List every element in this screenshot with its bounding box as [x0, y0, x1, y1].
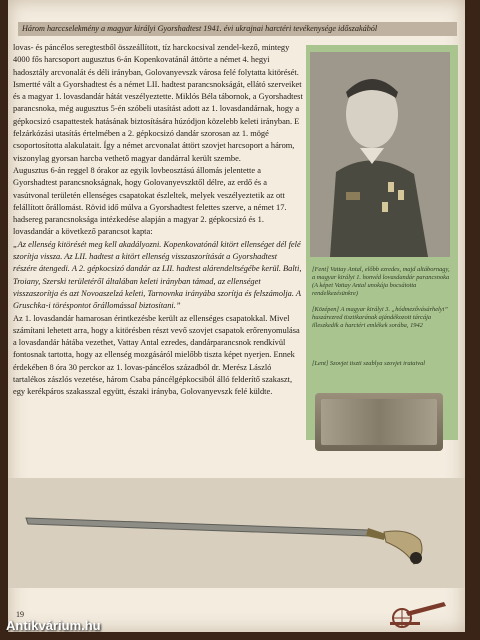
cigarette-case-photo	[315, 393, 443, 451]
order-quote: „Az ellenség kitörését meg kell akadályozni. Kopenkovatónál kitört ellenséget dél felé szorítja vissza. Az LII. hadtest a kitört ellenség visszaszorítását a Gyorshadtest részére átengedi. A 2. gépkocsizó dandár az LII. hadtest alárendeltségébe kerül. Balti, Troiany, Szerski területéről általában keleti irányban támad, az ellenséget visszaszorítja és azt Novoaszelzá keleti, Tarnovnka irányába szorítja és felszámolja. A Gruschka-i töréspontot őrállomással biztosítani.”	[13, 239, 302, 311]
running-header: Három harccselekmény a magyar királyi Gyorshadtest 1941. évi ukrajnai harctéri tevékenysége időszakából	[18, 22, 457, 36]
book-page	[8, 0, 465, 632]
paragraph-1: lovas- és páncélos seregtestből összeállított, tíz harckocsival zendel-kező, mintegy 4000 fős harcsoport augusztus 6-án Kopenkovatánál áttörte a német 4. hegyi hadosztály arcvonalát és déli irányban, Golovanyevszk városa felé folytatta kitörését. Ismertté vált a Gyorshadtest és a német LII. hadtest parancsnokságát, ellátó szerveiket és a magyar 1. lovasdandár hátát veszélyeztette. Miklós Béla tábornok, a Gyorshadtest parancsnoka, még augusztus 5-én szóbeli utasítást adott az 1. lovasdandárnak, hogy a gépkocsizó csapattestek hatásának biztosítására húzódjon közelebb keleti irányban. E felzárkózási utasítás értelmében a 2. gépkocsizó dandár szorosan az 1. mögé csoportosította alakulatait. Így a német arcvonalat áttört szovjet harcsoport a három, viszonylag gyorsan harcba vethető magyar dandárral került szembe.	[13, 43, 303, 163]
main-text	[13, 42, 303, 399]
paragraph-2: Augusztus 6-án reggel 8 órakor az egyik lovbeosztású állomás jelentette a Gyorshadtest parancsnokságnak, hogy Golovanyevszktől délre, az erdő és a vasútvonal területén ellenséges csapatokat észleltek, melyek veszélyeztetik az ott felállított őrállomást. Rövid idő múlva a Gyorshadtest felettes szerve, a német 17. hadsereg parancsnoksága intézkedése alapján a magyar 2. gépkocsizó és 1. lovasdandár a következő parancsot kapta:	[13, 165, 287, 237]
page-number: 19	[16, 610, 24, 619]
caption-middle: [Középen] A magyar királyi 3. „hódmezővásárhelyi” huszárezred tisztikarának ajándékozott tárcája illeszkedik a harctéri emlékek sorába, 1942	[312, 306, 448, 329]
case-engraving	[321, 399, 437, 445]
portrait-photo	[310, 52, 450, 257]
cannon-emblem	[380, 592, 450, 630]
sword-photo-band	[8, 478, 465, 588]
paragraph-3: Az 1. lovasdandár hamarosan érintkezésbe került az ellenséges csapatokkal. Mivel számítani lehetett arra, hogy a kitörésben részt vevő szovjet csapatok erőrenyomulása a lovasdandár hátába vezethet, Vattay Antal ezredes, dandárparancsnok rendkívül fontosnak tartotta, hogy az ellenség mozgásáról mielőbb tiszta képet nyerjen. Ennek érdekében 8 óra 30 perckor az 1. lovas-páncélos századból dr. Merész László tartalékos zászlós vezetése, három Csaba páncélgépkocsiból álló felderítő szakaszt, egy kerékpáros szakasszal együtt, északi irányba, Golovanyevszk felé küldte.	[13, 313, 300, 397]
caption-top: [Fent] Vattay Antal, előbb ezredes, majd altábornagy, a magyar királyi 1. honvéd lovasdandár parancsnoka (A képet Vattay Antal unokája bocsátotta rendelkezésünkre)	[312, 266, 450, 297]
caption-bottom: [Lent] Szovjet tiszti szablya szovjet irataival	[312, 360, 426, 367]
sword-image	[8, 478, 465, 588]
watermark: Antikvárium.hu	[6, 618, 101, 633]
